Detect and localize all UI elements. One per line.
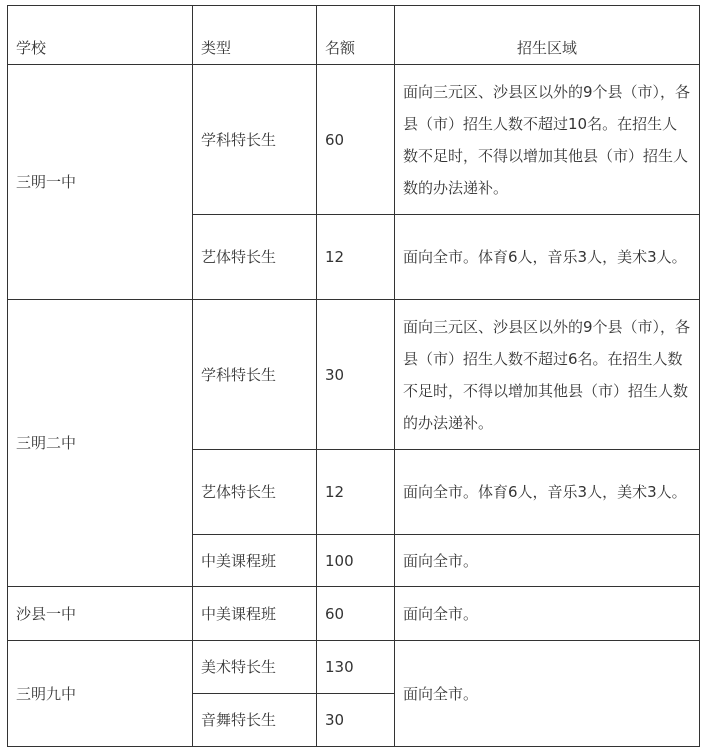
type-cell: 美术特长生 [193, 641, 317, 694]
region-cell: 面向全市。体育6人，音乐3人，美术3人。 [395, 450, 700, 535]
type-cell: 学科特长生 [193, 65, 317, 215]
type-cell: 中美课程班 [193, 535, 317, 587]
region-cell: 面向全市。 [395, 535, 700, 587]
region-cell: 面向全市。 [395, 641, 700, 747]
quota-cell: 60 [317, 65, 395, 215]
region-cell: 面向全市。 [395, 587, 700, 641]
admission-table [7, 5, 700, 747]
school-name: 三明一中 [8, 65, 193, 300]
region-cell: 面向三元区、沙县区以外的9个县（市），各县（市）招生人数不超过10名。在招生人数不足时，不得以增加其他县（市）招生人数的办法递补。 [395, 65, 700, 215]
table-row [8, 65, 700, 215]
table-row [8, 641, 700, 694]
quota-cell: 130 [317, 641, 395, 694]
quota-cell: 12 [317, 215, 395, 300]
header-type: 类型 [193, 6, 317, 65]
school-name: 沙县一中 [8, 587, 193, 641]
school-name: 三明二中 [8, 300, 193, 587]
header-region: 招生区域 [395, 6, 700, 65]
header-quota: 名额 [317, 6, 395, 65]
quota-cell: 30 [317, 694, 395, 747]
type-cell: 中美课程班 [193, 587, 317, 641]
type-cell: 学科特长生 [193, 300, 317, 450]
type-cell: 艺体特长生 [193, 450, 317, 535]
table-row [8, 300, 700, 450]
type-cell: 音舞特长生 [193, 694, 317, 747]
quota-cell: 60 [317, 587, 395, 641]
quota-cell: 12 [317, 450, 395, 535]
table-row [8, 587, 700, 641]
table-header-row [8, 6, 700, 65]
school-name: 三明九中 [8, 641, 193, 747]
header-school: 学校 [8, 6, 193, 65]
type-cell: 艺体特长生 [193, 215, 317, 300]
quota-cell: 30 [317, 300, 395, 450]
quota-cell: 100 [317, 535, 395, 587]
region-cell: 面向三元区、沙县区以外的9个县（市），各县（市）招生人数不超过6名。在招生人数不足时，不得以增加其他县（市）招生人数的办法递补。 [395, 300, 700, 450]
region-cell: 面向全市。体育6人，音乐3人，美术3人。 [395, 215, 700, 300]
